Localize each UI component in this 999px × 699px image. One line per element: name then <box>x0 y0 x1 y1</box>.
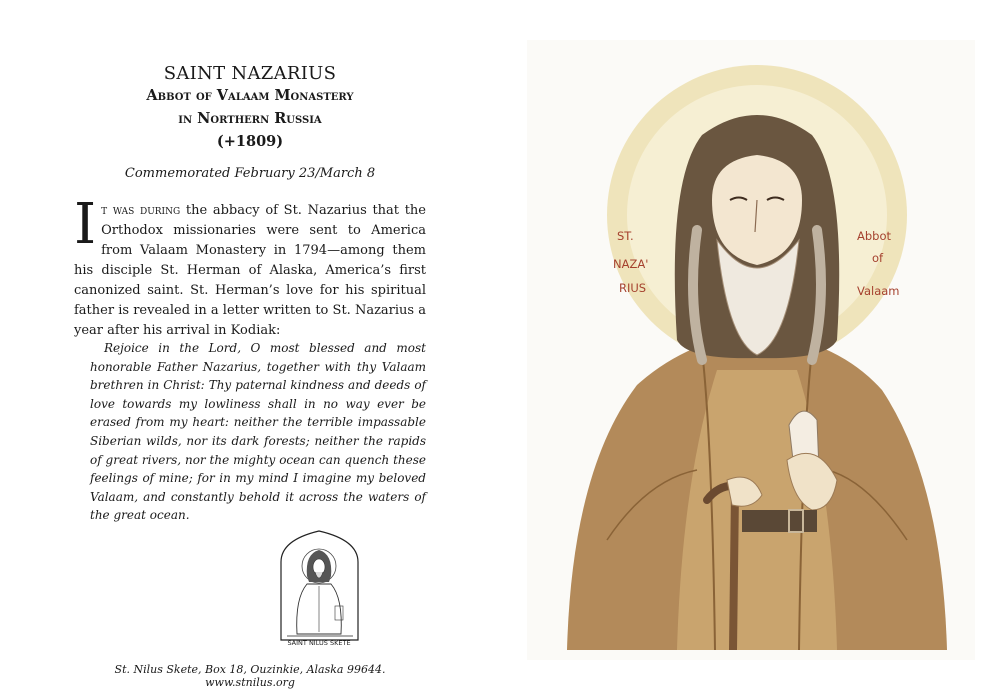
quote-block: Rejoice in the Lord, O most blessed and most honorable Father Nazarius, together with thy Valaam brethren in Christ: Thy paternal kindness and deeds of love towards my lowliness shall in no way ever be erased from my heart: neither the terrible impassable Siberian wilds, nor its dark forests; neither the rapids of great rivers, nor the mighty ocean can quench these feelings of mine; for in my mind I imagine my beloved Valaam, and constantly behold it across the waters of the great ocean. <box>90 341 426 523</box>
subtitle-line-2: in Northern Russia <box>178 110 322 127</box>
skete-logo <box>277 528 362 648</box>
svg-text:Abbot: Abbot <box>857 229 892 243</box>
commemoration: Commemorated February 23/March 8 <box>124 166 376 181</box>
svg-text:of: of <box>872 251 884 265</box>
drop-cap: I <box>74 192 97 257</box>
body-paragraph <box>74 192 427 341</box>
body-lead: t was during <box>101 203 181 218</box>
logo-caption: SAINT NILUS SKETE <box>287 639 351 647</box>
saint-icon-painting <box>527 40 975 660</box>
page-title: SAINT NAZARIUS <box>163 63 337 84</box>
body-text: the abbacy of St. Nazarius that the Orthodox missionaries were sent to America from Valaam Monastery in 1794—among them his disciple St. Herman of Alaska, America’s first canonized saint. St. Herman’s love for his spiritual father is revealed in a letter written to St. Nazarius a year after his arrival in Kodiak: <box>74 203 427 338</box>
belt <box>742 510 817 532</box>
svg-text:RIUS: RIUS <box>619 281 647 295</box>
staff <box>733 492 735 650</box>
svg-text:Valaam: Valaam <box>857 284 900 298</box>
svg-text:NAZA': NAZA' <box>613 257 649 271</box>
footer-address: St. Nilus Skete, Box 18, Ouzinkie, Alaska 99644. www.stnilus.org <box>114 663 386 689</box>
svg-text:ST.: ST. <box>617 229 634 243</box>
dates: (+1809) <box>216 133 284 150</box>
text-panel <box>70 0 430 699</box>
icon-illustration <box>527 40 975 660</box>
subtitle-line-1: Abbot of Valaam Monastery <box>146 87 354 104</box>
